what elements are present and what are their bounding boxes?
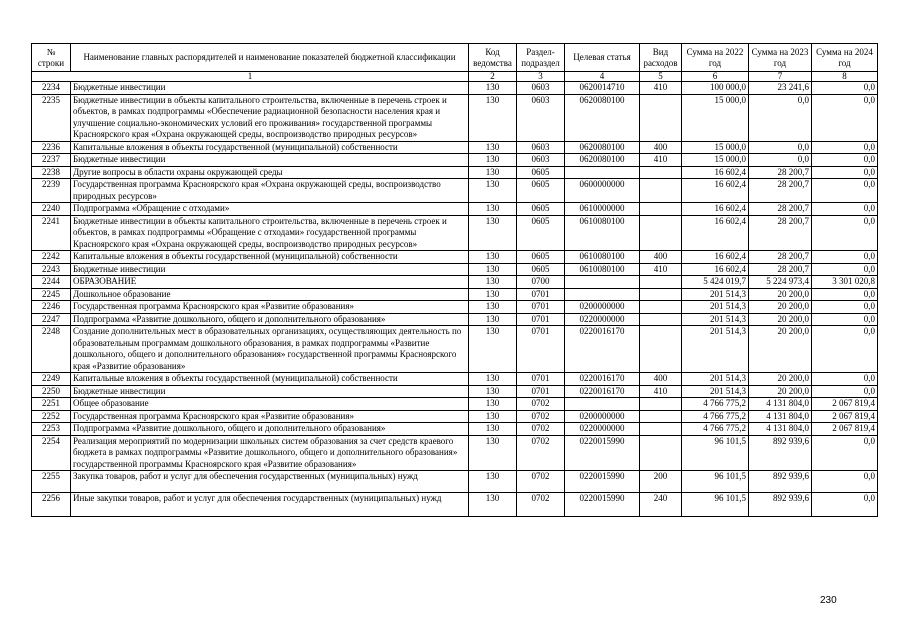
amount-2023-cell: 28 200,7 [749, 263, 812, 276]
row-number-cell: 2241 [32, 215, 71, 251]
row-name-cell: Подпрограмма «Развитие дошкольного, общего и дополнительного образования» [71, 423, 469, 436]
expense-type-cell [640, 179, 682, 203]
row-name-cell: Подпрограмма «Обращение с отходами» [71, 203, 469, 216]
target-article-cell [565, 398, 640, 411]
amount-2023-cell: 4 131 804,0 [749, 410, 812, 423]
ministry-code-cell: 130 [469, 203, 517, 216]
col-number: 7 [749, 72, 812, 82]
row-number-cell: 2252 [32, 410, 71, 423]
amount-2022-cell: 96 101,5 [682, 493, 749, 517]
amount-2022-cell: 201 514,3 [682, 301, 749, 314]
row-number-cell: 2247 [32, 313, 71, 326]
header-expense: Вид расходов [640, 44, 682, 72]
amount-2024-cell: 0,0 [812, 301, 878, 314]
ministry-code-cell: 130 [469, 263, 517, 276]
amount-2023-cell: 892 939,6 [749, 435, 812, 471]
amount-2022-cell: 15 000,0 [682, 154, 749, 167]
amount-2024-cell: 3 301 020,8 [812, 276, 878, 289]
row-name-cell: Дошкольное образование [71, 288, 469, 301]
section-cell: 0605 [517, 215, 565, 251]
target-article-cell [565, 288, 640, 301]
ministry-code-cell: 130 [469, 313, 517, 326]
expense-type-cell [640, 166, 682, 179]
table-row [32, 301, 878, 314]
target-article-cell: 0620014710 [565, 82, 640, 95]
amount-2024-cell: 0,0 [812, 94, 878, 141]
row-number-cell: 2254 [32, 435, 71, 471]
row-name-cell: Бюджетные инвестиции [71, 82, 469, 95]
amount-2023-cell: 0,0 [749, 154, 812, 167]
amount-2022-cell: 5 424 019,7 [682, 276, 749, 289]
column-number-row [32, 72, 878, 82]
table-row [32, 141, 878, 154]
col-number: 1 [32, 72, 469, 82]
row-number-cell: 2237 [32, 154, 71, 167]
amount-2023-cell: 0,0 [749, 94, 812, 141]
section-cell: 0701 [517, 288, 565, 301]
row-number-cell: 2239 [32, 179, 71, 203]
header-2023: Сумма на 2023 год [749, 44, 812, 72]
table-row [32, 313, 878, 326]
target-article-cell: 0220000000 [565, 423, 640, 436]
section-cell: 0605 [517, 166, 565, 179]
amount-2023-cell: 28 200,7 [749, 251, 812, 264]
header-2022: Сумма на 2022 год [682, 44, 749, 72]
amount-2023-cell: 20 200,0 [749, 373, 812, 386]
row-name-cell: Бюджетные инвестиции [71, 154, 469, 167]
amount-2023-cell: 20 200,0 [749, 301, 812, 314]
row-number-cell: 2251 [32, 398, 71, 411]
amount-2024-cell: 0,0 [812, 493, 878, 517]
target-article-cell: 0620080100 [565, 154, 640, 167]
col-number: 6 [682, 72, 749, 82]
table-row [32, 154, 878, 167]
amount-2023-cell: 28 200,7 [749, 166, 812, 179]
section-cell: 0603 [517, 141, 565, 154]
ministry-code-cell: 130 [469, 251, 517, 264]
ministry-code-cell: 130 [469, 215, 517, 251]
section-cell: 0603 [517, 94, 565, 141]
expense-type-cell [640, 410, 682, 423]
table-row [32, 398, 878, 411]
row-name-cell: Государственная программа Красноярского края «Охрана окружающей среды, воспроизводство природных ресурсов» [71, 179, 469, 203]
row-number-cell: 2235 [32, 94, 71, 141]
table-row [32, 251, 878, 264]
amount-2024-cell: 0,0 [812, 166, 878, 179]
table-row [32, 373, 878, 386]
expense-type-cell [640, 301, 682, 314]
amount-2024-cell: 2 067 819,4 [812, 410, 878, 423]
col-number: 3 [517, 72, 565, 82]
expense-type-cell [640, 276, 682, 289]
row-number-cell: 2238 [32, 166, 71, 179]
expense-type-cell [640, 288, 682, 301]
amount-2024-cell: 0,0 [812, 251, 878, 264]
table-row [32, 276, 878, 289]
target-article-cell: 0220015990 [565, 493, 640, 517]
table-row [32, 82, 878, 95]
col-number: 2 [469, 72, 517, 82]
section-cell: 0605 [517, 203, 565, 216]
row-number-cell: 2248 [32, 326, 71, 373]
amount-2022-cell: 201 514,3 [682, 385, 749, 398]
amount-2024-cell: 2 067 819,4 [812, 398, 878, 411]
amount-2023-cell: 5 224 973,4 [749, 276, 812, 289]
amount-2023-cell: 20 200,0 [749, 326, 812, 373]
expense-type-cell [640, 435, 682, 471]
amount-2024-cell: 0,0 [812, 288, 878, 301]
table-row [32, 203, 878, 216]
amount-2024-cell: 0,0 [812, 263, 878, 276]
row-number-cell: 2243 [32, 263, 71, 276]
amount-2022-cell: 4 766 775,2 [682, 398, 749, 411]
row-number-cell: 2242 [32, 251, 71, 264]
amount-2024-cell: 0,0 [812, 385, 878, 398]
header-name: Наименование главных распорядителей и наименование показателей бюджетной классификации [71, 44, 469, 72]
amount-2022-cell: 16 602,4 [682, 166, 749, 179]
ministry-code-cell: 130 [469, 141, 517, 154]
amount-2022-cell: 16 602,4 [682, 179, 749, 203]
expense-type-cell [640, 423, 682, 436]
amount-2024-cell: 2 067 819,4 [812, 423, 878, 436]
target-article-cell: 0620080100 [565, 94, 640, 141]
row-number-cell: 2253 [32, 423, 71, 436]
section-cell: 0701 [517, 313, 565, 326]
ministry-code-cell: 130 [469, 435, 517, 471]
header-num: № строки [32, 44, 71, 72]
expense-type-cell: 410 [640, 82, 682, 95]
amount-2022-cell: 201 514,3 [682, 288, 749, 301]
target-article-cell: 0220016170 [565, 385, 640, 398]
amount-2023-cell: 23 241,6 [749, 82, 812, 95]
section-cell: 0702 [517, 410, 565, 423]
row-name-cell: Капитальные вложения в объекты государственной (муниципальной) собственности [71, 373, 469, 386]
section-cell: 0701 [517, 326, 565, 373]
ministry-code-cell: 130 [469, 493, 517, 517]
ministry-code-cell: 130 [469, 276, 517, 289]
amount-2022-cell: 4 766 775,2 [682, 423, 749, 436]
ministry-code-cell: 130 [469, 179, 517, 203]
ministry-code-cell: 130 [469, 326, 517, 373]
amount-2022-cell: 4 766 775,2 [682, 410, 749, 423]
table-row [32, 385, 878, 398]
amount-2023-cell: 0,0 [749, 141, 812, 154]
expense-type-cell [640, 313, 682, 326]
target-article-cell: 0600000000 [565, 179, 640, 203]
row-name-cell: Капитальные вложения в объекты государственной (муниципальной) собственности [71, 141, 469, 154]
row-number-cell: 2255 [32, 471, 71, 493]
ministry-code-cell: 130 [469, 301, 517, 314]
table-body [32, 82, 878, 517]
target-article-cell: 0620080100 [565, 141, 640, 154]
table-row [32, 435, 878, 471]
section-cell: 0701 [517, 373, 565, 386]
expense-type-cell [640, 203, 682, 216]
row-name-cell: Капитальные вложения в объекты государственной (муниципальной) собственности [71, 251, 469, 264]
row-number-cell: 2250 [32, 385, 71, 398]
amount-2022-cell: 16 602,4 [682, 203, 749, 216]
row-number-cell: 2234 [32, 82, 71, 95]
expense-type-cell: 400 [640, 141, 682, 154]
amount-2024-cell: 0,0 [812, 203, 878, 216]
target-article-cell: 0220000000 [565, 313, 640, 326]
amount-2022-cell: 16 602,4 [682, 263, 749, 276]
row-name-cell: Другие вопросы в области охраны окружающей среды [71, 166, 469, 179]
header-section: Раздел-подраздел [517, 44, 565, 72]
target-article-cell: 0220016170 [565, 326, 640, 373]
amount-2022-cell: 96 101,5 [682, 435, 749, 471]
table-row [32, 94, 878, 141]
table-row [32, 326, 878, 373]
table-row [32, 288, 878, 301]
target-article-cell: 0610000000 [565, 203, 640, 216]
amount-2023-cell: 4 131 804,0 [749, 398, 812, 411]
amount-2023-cell: 28 200,7 [749, 203, 812, 216]
section-cell: 0702 [517, 398, 565, 411]
amount-2024-cell: 0,0 [812, 215, 878, 251]
section-cell: 0700 [517, 276, 565, 289]
table-row [32, 215, 878, 251]
amount-2022-cell: 96 101,5 [682, 471, 749, 493]
amount-2024-cell: 0,0 [812, 471, 878, 493]
row-name-cell: Бюджетные инвестиции [71, 263, 469, 276]
amount-2022-cell: 16 602,4 [682, 251, 749, 264]
expense-type-cell [640, 94, 682, 141]
section-cell: 0702 [517, 493, 565, 517]
target-article-cell: 0200000000 [565, 301, 640, 314]
page-number: 230 [820, 595, 837, 606]
row-name-cell: Подпрограмма «Развитие дошкольного, общего и дополнительного образования» [71, 313, 469, 326]
row-number-cell: 2249 [32, 373, 71, 386]
ministry-code-cell: 130 [469, 410, 517, 423]
section-cell: 0702 [517, 423, 565, 436]
amount-2022-cell: 16 602,4 [682, 215, 749, 251]
row-number-cell: 2240 [32, 203, 71, 216]
budget-table [31, 43, 878, 517]
row-name-cell: ОБРАЗОВАНИЕ [71, 276, 469, 289]
col-number: 4 [565, 72, 640, 82]
expense-type-cell: 400 [640, 251, 682, 264]
target-article-cell: 0610080100 [565, 251, 640, 264]
amount-2022-cell: 100 000,0 [682, 82, 749, 95]
target-article-cell: 0220015990 [565, 435, 640, 471]
section-cell: 0701 [517, 385, 565, 398]
ministry-code-cell: 130 [469, 423, 517, 436]
section-cell: 0603 [517, 154, 565, 167]
ministry-code-cell: 130 [469, 373, 517, 386]
header-target: Целевая статья [565, 44, 640, 72]
row-number-cell: 2245 [32, 288, 71, 301]
col-number: 8 [812, 72, 878, 82]
section-cell: 0702 [517, 435, 565, 471]
table-row [32, 423, 878, 436]
amount-2023-cell: 892 939,6 [749, 493, 812, 517]
table-header [32, 44, 878, 82]
amount-2023-cell: 28 200,7 [749, 215, 812, 251]
amount-2022-cell: 201 514,3 [682, 373, 749, 386]
row-name-cell: Реализация мероприятий по модернизации школьных систем образования за счет средств краевого бюджета в рамках подпрограммы «Развитие дошкольного, общего и дополнительного образования» государственной программы Красноярского края «Развитие образования» [71, 435, 469, 471]
ministry-code-cell: 130 [469, 94, 517, 141]
expense-type-cell: 410 [640, 263, 682, 276]
amount-2023-cell: 20 200,0 [749, 385, 812, 398]
ministry-code-cell: 130 [469, 288, 517, 301]
amount-2024-cell: 0,0 [812, 154, 878, 167]
row-name-cell: Бюджетные инвестиции [71, 385, 469, 398]
ministry-code-cell: 130 [469, 385, 517, 398]
row-name-cell: Закупка товаров, работ и услуг для обеспечения государственных (муниципальных) нужд [71, 471, 469, 493]
row-name-cell: Государственная программа Красноярского края «Развитие образования» [71, 301, 469, 314]
header-row [32, 44, 878, 72]
expense-type-cell: 400 [640, 373, 682, 386]
target-article-cell: 0220016170 [565, 373, 640, 386]
amount-2024-cell: 0,0 [812, 373, 878, 386]
row-number-cell: 2256 [32, 493, 71, 517]
expense-type-cell: 200 [640, 471, 682, 493]
expense-type-cell: 240 [640, 493, 682, 517]
ministry-code-cell: 130 [469, 166, 517, 179]
target-article-cell: 0200000000 [565, 410, 640, 423]
target-article-cell [565, 166, 640, 179]
target-article-cell [565, 276, 640, 289]
row-name-cell: Бюджетные инвестиции в объекты капитального строительства, включенные в перечень строек и объектов, в рамках подпрограммы «Обращение с отходами» государственной программы Красноярского края «Охрана окружающей среды, воспроизводство природных ресурсов» [71, 215, 469, 251]
amount-2022-cell: 15 000,0 [682, 94, 749, 141]
section-cell: 0605 [517, 251, 565, 264]
expense-type-cell: 410 [640, 385, 682, 398]
amount-2024-cell: 0,0 [812, 435, 878, 471]
section-cell: 0605 [517, 179, 565, 203]
section-cell: 0603 [517, 82, 565, 95]
amount-2023-cell: 892 939,6 [749, 471, 812, 493]
expense-type-cell [640, 398, 682, 411]
ministry-code-cell: 130 [469, 398, 517, 411]
ministry-code-cell: 130 [469, 154, 517, 167]
row-number-cell: 2236 [32, 141, 71, 154]
ministry-code-cell: 130 [469, 471, 517, 493]
col-number: 5 [640, 72, 682, 82]
amount-2023-cell: 28 200,7 [749, 179, 812, 203]
row-name-cell: Иные закупки товаров, работ и услуг для обеспечения государственных (муниципальных) нужд [71, 493, 469, 517]
target-article-cell: 0610080100 [565, 215, 640, 251]
target-article-cell: 0220015990 [565, 471, 640, 493]
amount-2022-cell: 201 514,3 [682, 313, 749, 326]
amount-2024-cell: 0,0 [812, 326, 878, 373]
row-name-cell: Общее образование [71, 398, 469, 411]
section-cell: 0702 [517, 471, 565, 493]
expense-type-cell [640, 215, 682, 251]
amount-2024-cell: 0,0 [812, 179, 878, 203]
target-article-cell: 0610080100 [565, 263, 640, 276]
table-row [32, 410, 878, 423]
row-name-cell: Государственная программа Красноярского края «Развитие образования» [71, 410, 469, 423]
amount-2023-cell: 20 200,0 [749, 288, 812, 301]
header-ministry: Код ведомства [469, 44, 517, 72]
amount-2024-cell: 0,0 [812, 313, 878, 326]
row-number-cell: 2244 [32, 276, 71, 289]
table-row [32, 471, 878, 493]
amount-2024-cell: 0,0 [812, 141, 878, 154]
amount-2023-cell: 20 200,0 [749, 313, 812, 326]
table-row [32, 179, 878, 203]
expense-type-cell: 410 [640, 154, 682, 167]
section-cell: 0701 [517, 301, 565, 314]
amount-2023-cell: 4 131 804,0 [749, 423, 812, 436]
table-row [32, 263, 878, 276]
row-number-cell: 2246 [32, 301, 71, 314]
amount-2024-cell: 0,0 [812, 82, 878, 95]
header-2024: Сумма на 2024 год [812, 44, 878, 72]
table-row [32, 166, 878, 179]
section-cell: 0605 [517, 263, 565, 276]
row-name-cell: Создание дополнительных мест в образовательных организациях, осуществляющих деятельность по образовательным программам дошкольного образования, в рамках подпрограммы «Развитие дошкольного, общего и дополнительного образования» государственной программы Красноярского края «Развитие образования» [71, 326, 469, 373]
ministry-code-cell: 130 [469, 82, 517, 95]
row-name-cell: Бюджетные инвестиции в объекты капитального строительства, включенные в перечень строек и объектов, в рамках подпрограммы «Обеспечение радиационной безопасности населения края и улучшение социально-экономических условий его проживания» государственной программы Красноярского края «Охрана окружающей среды, воспроизводство природных ресурсов» [71, 94, 469, 141]
expense-type-cell [640, 326, 682, 373]
amount-2022-cell: 201 514,3 [682, 326, 749, 373]
table-row [32, 493, 878, 517]
amount-2022-cell: 15 000,0 [682, 141, 749, 154]
